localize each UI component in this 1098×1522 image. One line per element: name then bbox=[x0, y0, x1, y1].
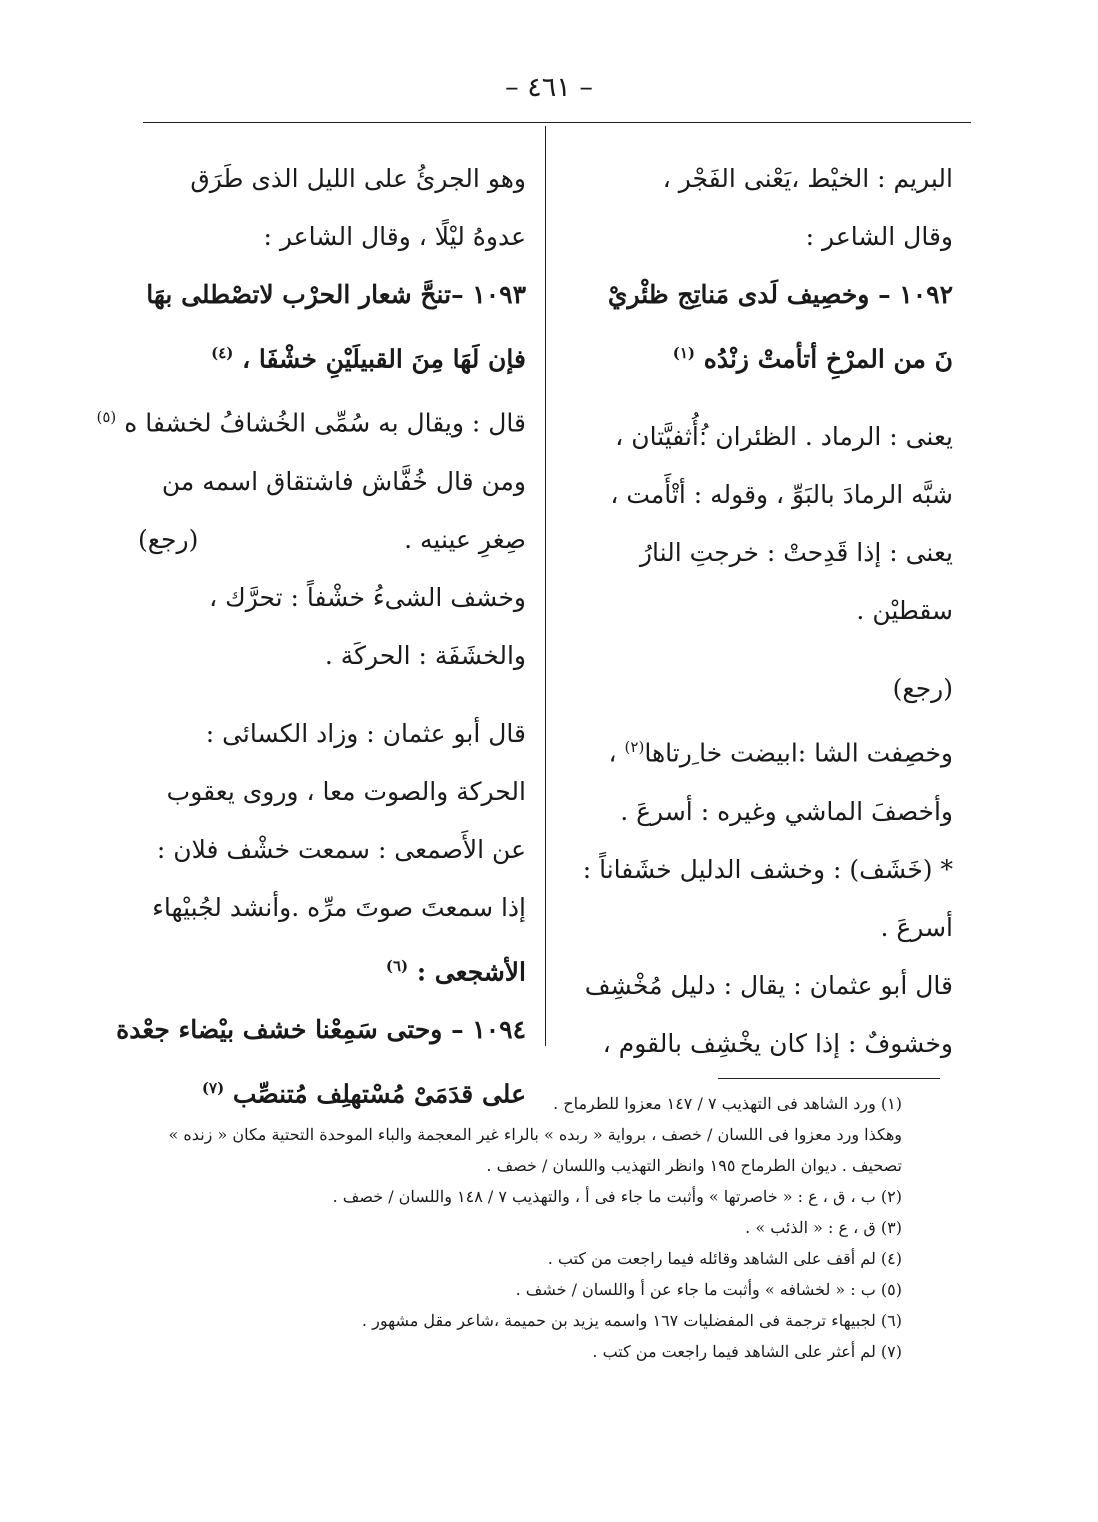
section-return-mark: (رجع) bbox=[892, 674, 953, 704]
verse-line: على قدَمَىْ مُسْتهلِف مُتنصِّب $^{(٧)}$ bbox=[201, 1078, 526, 1109]
footnote: (٦) لجبيهاء ترجمة فى المفضليات ١٦٧ واسمه يزيد بن حميمة ،شاعر مقل مشهور . bbox=[361, 1311, 902, 1330]
footnote: (٥) ب : « لخشافه » وأثبت ما جاء عن أ واللسان / خشف . bbox=[515, 1280, 902, 1299]
text-line: وهو الجرئُ على الليل الذى طَرَق bbox=[190, 164, 526, 193]
text-line: صِغرِ عينيه . (رجع) bbox=[138, 511, 526, 569]
footnote-ref: (٧) bbox=[201, 1078, 225, 1097]
left-column bbox=[96, 150, 526, 1123]
footnote: (٢) ب ، ق ، ع : « خاصرتها » وأثبت ما جاء فى أ ، والتهذيب ٧ / ١٤٨ واللسان / خصف . bbox=[332, 1187, 902, 1206]
footnote: (٧) لم أعثر على الشاهد فيما راجعت من كتب . bbox=[592, 1342, 902, 1361]
page-number: – ٤٦١ – bbox=[505, 72, 593, 103]
text-line: الأشجعى : $^{(٦)}$ bbox=[385, 956, 526, 986]
verse-line: فإن لَهَا مِنَ القبيلَيْنِ خشْفَا ، $^{(٤)}$ bbox=[211, 344, 526, 374]
footnote: (٣) ق ، ع : « الذئب » . bbox=[745, 1218, 902, 1237]
footnote-ref: (٤) bbox=[211, 344, 234, 362]
verse-line: نَ من المرْخِ أتأمتْ زنْدُه $^{(١)}$ bbox=[672, 344, 953, 374]
text-line: وقال الشاعر : bbox=[805, 222, 953, 251]
text-line: وخشف الشىءُ خشْفاً : تحرَّك ، bbox=[209, 582, 526, 612]
text-line: قال أبو عثمان : وزاد الكسائى : bbox=[205, 718, 526, 748]
entry-heading: * (خَشَف) : وخشف الدليل خشَفاناً : bbox=[582, 854, 953, 884]
text-line: شبَّه الرمادَ بالبَوِّ ، وقوله : أتْأَمت ، bbox=[610, 480, 953, 510]
footnotes bbox=[120, 1088, 902, 1367]
column-divider bbox=[545, 126, 546, 1046]
text-line: يعنى : الرماد . الظئران :ُأُثفيَّتان ، bbox=[615, 422, 953, 452]
section-return-mark: (رجع) bbox=[138, 524, 199, 554]
text-line: عدوهُ ليْلًا ، وقال الشاعر : bbox=[263, 222, 526, 251]
text-line: ومن قال خُفَّاش فاشتقاق اسمه من bbox=[161, 466, 526, 496]
verse-line: ١٠٩٣ –تنحَّ شعار الحرْب لاتصْطلى بهَا bbox=[146, 280, 526, 309]
verse-line: ١٠٩٢ – وخصِيف لَدى مَناتِج ظئْريْ bbox=[607, 280, 953, 309]
footnote-ref: (٥) bbox=[96, 408, 117, 427]
text-line: وخشوفٌ : إذا كان يخْشِف بالقوم ، bbox=[602, 1028, 953, 1058]
text-line: أسرعَ . bbox=[880, 912, 953, 942]
footnote: (١) ورد الشاهد فى التهذيب ٧ / ١٤٧ معزوا للطرماح . bbox=[553, 1094, 902, 1113]
text-line: إذا سمعتَ صوتَ مرِّه .وأنشد لجُبيْهاء bbox=[152, 892, 526, 922]
text-line: وأخصفَ الماشي وغيره : أسرعَ . bbox=[620, 796, 953, 826]
text-line: سقطيْن . bbox=[856, 596, 953, 626]
spacer bbox=[138, 685, 526, 705]
footnote: تصحيف . ديوان الطرماح ١٩٥ وانظر التهذيب واللسان / خصف . bbox=[486, 1156, 902, 1175]
right-column bbox=[575, 150, 953, 1073]
text-line: البريم : الخيْط ،يَعْنى الفَجْر ، bbox=[662, 164, 953, 193]
text-line: قال : ويقال به سُمِّى الخُشافُ لخشفا ه $^{(٥)}$ bbox=[96, 408, 526, 438]
footnote-ref: (٢) bbox=[624, 738, 645, 757]
footnote-ref: (٦) bbox=[385, 956, 409, 975]
spacer bbox=[575, 640, 953, 660]
text-line: عن الأَصمعى : سمعت خشْف فلان : bbox=[156, 834, 526, 864]
verse-line: ١٠٩٤ – وحتى سَمِعْنا خشف بيْضاء جعْدة bbox=[116, 1014, 526, 1044]
text-line: الحركة والصوت معا ، وروى يعقوب bbox=[166, 776, 526, 806]
footnote-rule bbox=[718, 1078, 940, 1079]
footnote-ref: (١) bbox=[672, 344, 696, 362]
text-line: قال أبو عثمان : يقال : دليل مُخْشِف bbox=[584, 970, 953, 1000]
footnote: (٤) لم أقف على الشاهد وقائله فيما راجعت من كتب . bbox=[547, 1249, 902, 1268]
text-line: والخشَفَة : الحركَة . bbox=[324, 640, 526, 670]
header-rule bbox=[143, 122, 971, 123]
text-line: يعنى : إذا قَدِحتْ : خرجتِ النارُ bbox=[639, 538, 953, 568]
text-line: وخصِفت الشا :ابيضت خا ِرتاها$^{(٢)}$ ، bbox=[608, 738, 953, 768]
spacer bbox=[575, 388, 953, 408]
footnote: وهكذا ورد معزوا فى اللسان / خصف ، برواية « ربده » بالراء غير المعجمة والباء الموحدة التحتية مكان « زنده » bbox=[168, 1125, 902, 1144]
